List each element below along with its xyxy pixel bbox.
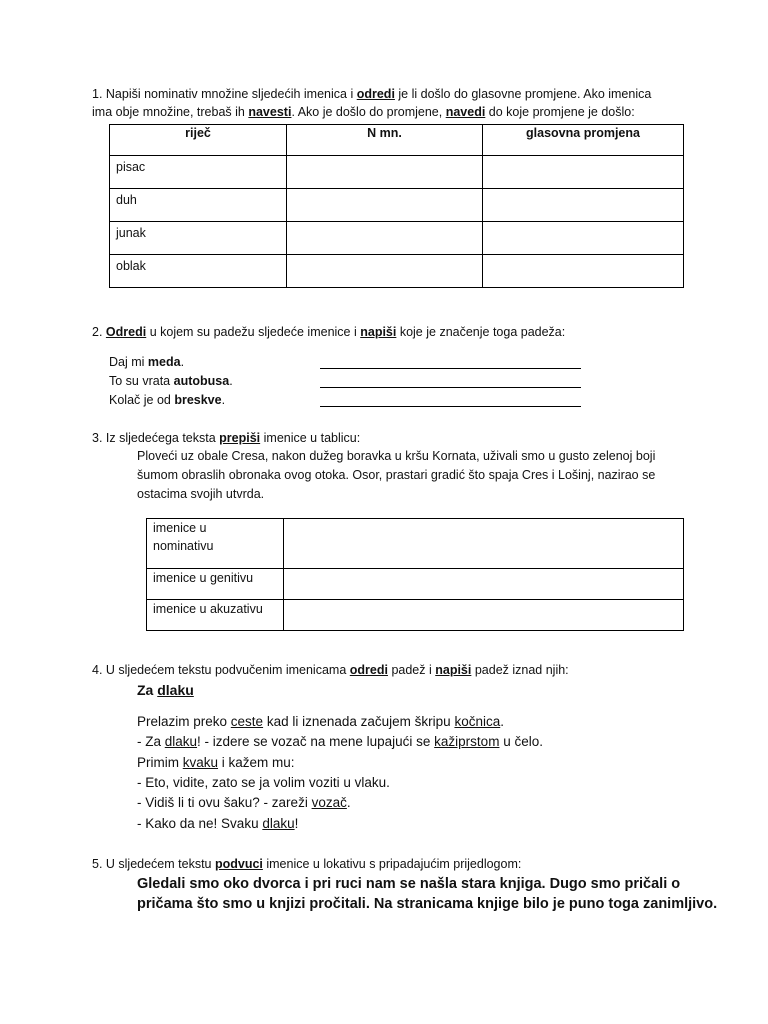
task1-answer-cell[interactable] <box>287 189 483 222</box>
task3-row-label: imenice u genitivu <box>147 569 284 600</box>
task2-sentence: Kolač je od breskve. <box>109 393 226 407</box>
task1-header-change: glasovna promjena <box>483 125 684 156</box>
task1-table <box>109 124 684 288</box>
task4-story-title: Za dlaku <box>137 682 194 698</box>
task1-answer-cell[interactable] <box>483 255 684 288</box>
task1-row-word: oblak <box>110 255 287 288</box>
task2-answer-line[interactable] <box>320 368 581 369</box>
task5-text-line: Gledali smo oko dvorca i pri ruci nam se našla stara knjiga. Dugo smo pričali o <box>137 876 681 892</box>
task1-answer-cell[interactable] <box>287 255 483 288</box>
task1-answer-cell[interactable] <box>483 156 684 189</box>
task3-answer-cell[interactable] <box>284 519 684 569</box>
task3-answer-cell[interactable] <box>284 600 684 631</box>
task3-text-line: šumom obraslih obronaka ovog otoka. Osor, prastari gradić što spaja Cres i Lošinj, nazirao se <box>137 468 656 482</box>
task3-table <box>146 518 684 631</box>
task1-answer-cell[interactable] <box>287 222 483 255</box>
task1-instruction-line2: ima obje množine, trebaš ih navesti. Ako je došlo do promjene, navedi do koje promjene je došlo: <box>92 105 635 119</box>
task1-instruction-line1: 1. Napiši nominativ množine sljedećih imenica i odredi je li došlo do glasovne promjene. Ako imenica <box>92 87 652 101</box>
task4-instruction: 4. U sljedećem tekstu podvučenim imenicama odredi padež i napiši padež iznad njih: <box>92 663 569 677</box>
task3-row-label: imenice u nominativu <box>147 519 284 569</box>
task3-row-label: imenice u akuzativu <box>147 600 284 631</box>
task1-header-plural: N mn. <box>287 125 483 156</box>
task1-row-word: pisac <box>110 156 287 189</box>
task3-text-line: ostacima svojih utvrda. <box>137 487 265 501</box>
task4-story-line: - Za dlaku! - izdere se vozač na mene lupajući se kažiprstom u čelo. <box>137 734 543 749</box>
task5-text-line: pričama što smo u knjizi pročitali. Na stranicama knjige bilo je puno toga zanimljivo. <box>137 896 718 912</box>
task1-answer-cell[interactable] <box>483 222 684 255</box>
task3-instruction: 3. Iz sljedećega teksta prepiši imenice u tablicu: <box>92 431 361 445</box>
task1-answer-cell[interactable] <box>483 189 684 222</box>
task2-instruction: 2. Odredi u kojem su padežu sljedeće imenice i napiši koje je značenje toga padeža: <box>92 325 566 339</box>
task2-answer-line[interactable] <box>320 387 581 388</box>
task4-story-line: - Eto, vidite, zato se ja volim voziti u vlaku. <box>137 775 390 790</box>
task1-answer-cell[interactable] <box>287 156 483 189</box>
task1-row-word: junak <box>110 222 287 255</box>
task2-sentence: To su vrata autobusa. <box>109 374 233 388</box>
task5-instruction: 5. U sljedećem tekstu podvuci imenice u lokativu s pripadajućim prijedlogom: <box>92 857 522 871</box>
task4-story-line: Primim kvaku i kažem mu: <box>137 755 295 770</box>
task4-story-line: - Kako da ne! Svaku dlaku! <box>137 816 299 831</box>
task1-header-word: riječ <box>110 125 287 156</box>
task4-story-line: - Vidiš li ti ovu šaku? - zareži vozač. <box>137 795 351 810</box>
task2-answer-line[interactable] <box>320 406 581 407</box>
task1-row-word: duh <box>110 189 287 222</box>
task2-sentence: Daj mi meda. <box>109 355 185 369</box>
task3-text-line: Ploveći uz obale Cresa, nakon dužeg boravka u kršu Kornata, uživali smo u gusto zelenoj boji <box>137 449 656 463</box>
task3-answer-cell[interactable] <box>284 569 684 600</box>
task4-story-line: Prelazim preko ceste kad li iznenada začujem škripu kočnica. <box>137 714 504 729</box>
